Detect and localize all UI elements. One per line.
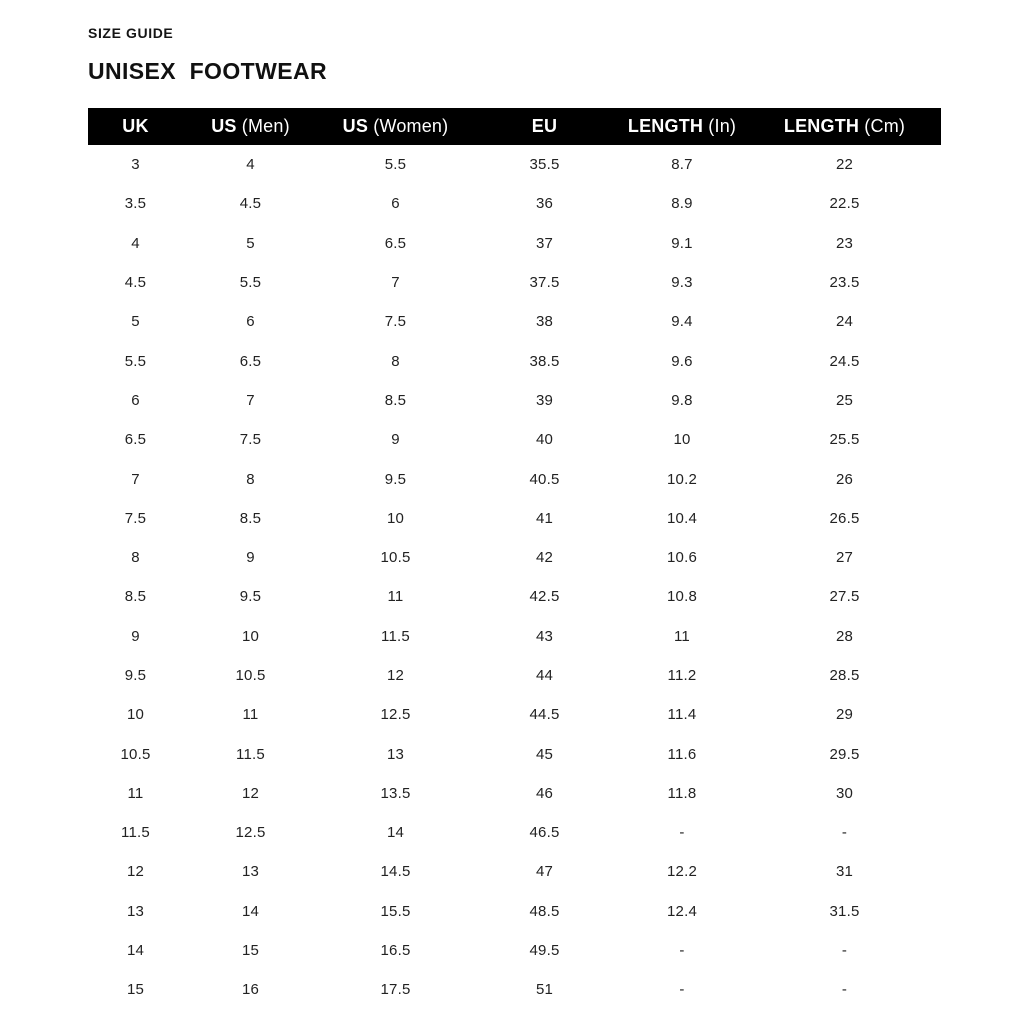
table-cell-eu: 49.5 [529,942,560,960]
table-cell-uk: 9.5 [124,667,147,684]
table-cell-eu: 43 [535,627,554,645]
column-header-length-cm: LENGTH (Cm) [783,116,906,136]
table-header-row [88,108,941,145]
table-cell-length-in: - [679,942,685,960]
table-cell-us-women: 7.5 [384,313,407,331]
table-cell-eu: 42.5 [529,588,560,606]
table-cell-uk: 10 [126,706,145,724]
table-cell-us-women: 13.5 [380,784,411,802]
table-cell-us-men: 12.5 [235,824,266,842]
table-cell-us-men: 9.5 [239,588,262,606]
size-guide-label: SIZE GUIDE [88,25,174,41]
table-cell-eu: 37 [535,234,554,252]
table-cell-eu: 35.5 [529,156,560,174]
table-cell-us-women: 13 [386,745,405,763]
table-cell-eu: 48.5 [529,902,560,920]
table-row [88,695,941,734]
table-cell-length-cm: 28.5 [829,667,860,684]
table-cell-us-men: 11 [242,706,259,724]
table-cell-length-cm: 26.5 [829,509,860,527]
table-row [88,656,941,695]
table-row [88,813,941,852]
table-cell-us-men: 6.5 [239,352,262,370]
table-cell-uk: 5 [131,313,140,331]
table-cell-length-cm: 22 [835,156,854,174]
table-cell-us-men: 9 [246,549,255,567]
table-cell-us-men: 4 [246,156,255,174]
table-cell-length-cm: - [841,824,848,842]
table-cell-eu: 44.5 [529,706,560,724]
table-cell-length-in: 9.6 [671,352,693,370]
table-cell-length-cm: 28 [835,627,854,645]
table-cell-us-women: 9.5 [384,470,407,488]
table-cell-uk: 15 [126,981,145,999]
table-cell-eu: 42 [535,549,554,567]
table-cell-us-men: 5 [246,234,255,252]
table-cell-length-cm: 31.5 [829,902,860,920]
table-cell-us-women: 7 [391,274,400,292]
table-row [88,184,941,223]
table-cell-length-cm: 27.5 [829,588,860,606]
table-cell-length-in: 8.7 [671,156,693,174]
table-row [88,459,941,498]
table-cell-eu: 37.5 [529,274,560,292]
table-row [88,302,941,341]
table-cell-us-women: 15.5 [380,902,411,920]
table-cell-us-men: 5.5 [239,274,262,292]
table-cell-us-men: 7.5 [239,431,262,449]
table-cell-us-men: 11.5 [236,745,265,763]
table-cell-us-men: 15 [241,942,260,960]
table-cell-length-in: 11.2 [667,667,697,684]
table-cell-uk: 4 [131,234,140,252]
table-cell-length-in: 12.4 [667,902,697,920]
table-cell-length-cm: 24.5 [829,352,860,370]
table-cell-uk: 12 [126,863,145,881]
column-header-eu: EU [531,116,558,136]
column-header-us-women: US (Women) [342,116,449,136]
table-row [88,341,941,380]
table-row [88,145,941,184]
table-row [88,577,941,616]
table-header [88,108,941,145]
table-cell-length-in: 9.1 [671,234,693,252]
table-cell-us-men: 14 [241,902,260,920]
table-cell-eu: 38.5 [529,352,560,370]
table-cell-uk: 7 [131,470,140,488]
table-cell-length-cm: 23.5 [829,274,860,292]
table-cell-length-cm: 24 [835,313,854,331]
table-cell-us-women: 5.5 [384,156,407,174]
table-cell-length-in: 11.4 [667,706,697,724]
table-cell-us-women: 8 [391,352,400,370]
table-cell-uk: 7.5 [124,509,147,527]
table-row [88,263,941,302]
table-cell-length-in: 10.2 [667,470,697,488]
page-title: UNISEX FOOTWEAR [88,58,327,84]
table-row [88,538,941,577]
table-cell-eu: 40.5 [529,470,560,488]
table-cell-us-women: 11 [387,588,404,606]
table-cell-us-women: 9 [391,431,400,449]
table-cell-length-in: 8.9 [671,195,693,213]
table-row [88,852,941,891]
table-row [88,617,941,656]
table-cell-us-women: 16.5 [380,942,411,960]
table-cell-us-women: 14.5 [380,863,411,881]
table-cell-us-men: 4.5 [239,195,262,213]
table-cell-us-women: 11.5 [381,627,410,645]
table-cell-length-cm: 30 [835,784,854,802]
table-cell-length-cm: 25 [835,391,854,409]
table-cell-length-cm: 29 [835,706,854,724]
table-cell-eu: 51 [535,981,554,999]
table-row [88,381,941,420]
table-cell-length-in: 11.6 [667,745,697,763]
table-cell-uk: 6.5 [124,431,147,449]
table-cell-length-in: 10.6 [667,549,697,567]
size-table [88,108,941,1010]
table-cell-us-women: 12.5 [380,706,411,724]
table-cell-us-men: 12 [241,784,260,802]
table-cell-eu: 36 [535,195,554,213]
table-cell-us-women: 10 [386,509,405,527]
table-cell-length-in: 9.8 [671,391,693,409]
column-header-length-in: LENGTH (In) [627,116,737,136]
table-cell-length-in: 11 [674,627,690,645]
table-row [88,970,941,1009]
table-cell-uk: 10.5 [120,745,151,763]
table-cell-uk: 9 [131,627,140,645]
table-cell-uk: 4.5 [124,274,147,292]
table-cell-us-women: 8.5 [384,391,407,409]
table-cell-us-men: 13 [241,863,260,881]
table-cell-uk: 11 [127,784,144,802]
table-cell-us-women: 10.5 [380,549,411,567]
table-cell-us-men: 8 [246,470,255,488]
table-cell-us-women: 12 [386,667,405,684]
table-cell-length-cm: 26 [835,470,854,488]
table-cell-eu: 38 [535,313,554,331]
table-cell-length-cm: 29.5 [829,745,860,763]
table-cell-length-in: 9.4 [671,313,693,331]
table-cell-us-men: 10 [241,627,260,645]
table-cell-length-in: 10.8 [667,588,697,606]
column-header-us-men: US (Men) [211,116,290,136]
table-cell-eu: 46.5 [529,824,560,842]
table-cell-eu: 39 [535,391,554,409]
table-cell-us-women: 6.5 [384,234,407,252]
table-body [88,145,941,1010]
table-cell-length-in: 9.3 [671,274,693,292]
table-row [88,499,941,538]
table-row [88,931,941,970]
table-row [88,734,941,773]
table-cell-eu: 47 [535,863,554,881]
table-cell-length-in: - [679,824,685,842]
table-cell-us-men: 6 [246,313,255,331]
table-cell-length-cm: - [841,942,848,960]
table-cell-length-cm: 22.5 [829,195,860,213]
table-cell-uk: 11.5 [121,824,150,842]
table-cell-uk: 6 [131,391,140,409]
table-row [88,892,941,931]
table-cell-us-women: 17.5 [380,981,411,999]
table-cell-eu: 41 [535,509,554,527]
table-cell-length-cm: 27 [835,549,854,567]
table-cell-us-men: 10.5 [235,667,266,684]
table-cell-length-in: 10.4 [667,509,697,527]
table-cell-us-women: 14 [386,824,405,842]
column-header-uk: UK [122,116,149,136]
table-cell-length-cm: 23 [835,234,854,252]
table-row [88,420,941,459]
table-cell-us-men: 16 [241,981,260,999]
table-cell-uk: 13 [126,902,145,920]
table-cell-uk: 8.5 [124,588,147,606]
table-cell-length-in: - [679,981,685,999]
table-cell-length-in: 12.2 [667,863,697,881]
table-row [88,774,941,813]
table-cell-uk: 14 [126,942,145,960]
table-cell-uk: 3 [131,156,140,174]
table-cell-eu: 46 [535,784,554,802]
table-cell-length-cm: - [841,981,848,999]
table-row [88,224,941,263]
table-cell-us-women: 6 [391,195,400,213]
table-cell-length-in: 10 [673,431,691,449]
table-cell-us-men: 7 [246,391,255,409]
table-cell-length-in: 11.8 [667,784,697,802]
table-cell-uk: 8 [131,549,140,567]
table-cell-eu: 40 [535,431,554,449]
table-cell-uk: 3.5 [124,195,147,213]
table-cell-length-cm: 25.5 [829,431,860,449]
table-cell-eu: 45 [535,745,554,763]
table-cell-uk: 5.5 [124,352,147,370]
table-cell-us-men: 8.5 [239,509,262,527]
table-cell-eu: 44 [535,667,554,684]
table-cell-length-cm: 31 [835,863,854,881]
